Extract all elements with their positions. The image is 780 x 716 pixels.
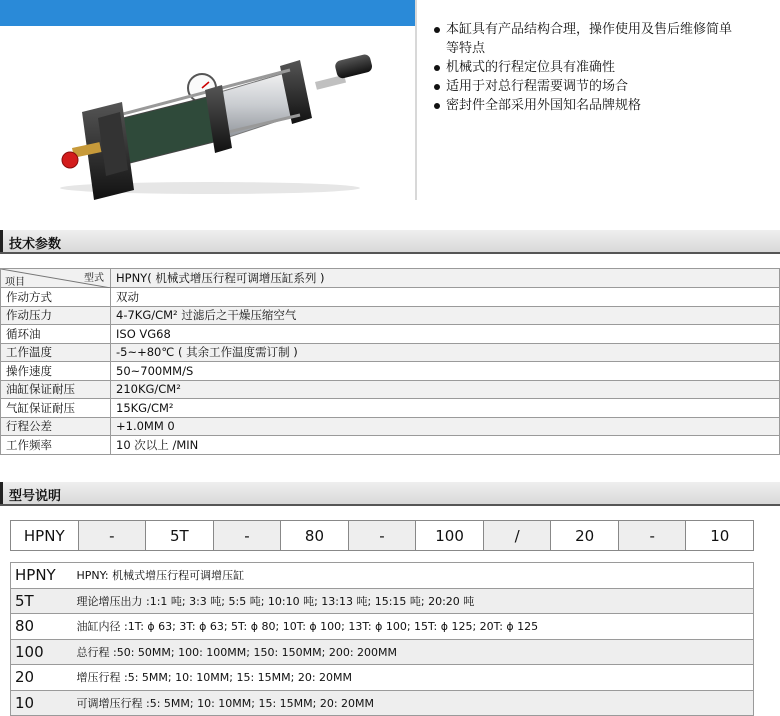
spec-value: ISO VG68 — [111, 325, 780, 344]
spec-value: 15KG/CM² — [111, 399, 780, 418]
legend-row — [11, 563, 754, 589]
bullet-icon — [434, 27, 440, 33]
model-code-part: 10 — [710, 526, 730, 545]
spec-key: 工作频率 — [1, 436, 111, 455]
section-title: 技术参数 — [9, 237, 62, 252]
spec-key: 作动方式 — [1, 288, 111, 307]
spec-diagonal-header — [1, 269, 111, 288]
model-legend-table — [10, 562, 754, 716]
spec-key: 操作速度 — [1, 362, 111, 381]
spec-value: -5~+80℃ ( 其余工作温度需订制 ) — [111, 343, 780, 362]
spec-key: 工作温度 — [1, 343, 111, 362]
legend-row — [11, 665, 754, 691]
spec-row — [1, 362, 780, 381]
legend-desc: 增压行程 :5: 5MM; 10: 10MM; 15: 15MM; 20: 20MM — [75, 665, 754, 691]
hydraulic-cylinder-image — [0, 0, 415, 200]
feature-list — [432, 20, 772, 115]
legend-code: 5T — [11, 588, 75, 614]
feature-item-continuation: 等特点 — [446, 41, 486, 56]
spec-row — [1, 417, 780, 436]
spec-value: 4-7KG/CM² 过滤后之干燥压缩空气 — [111, 306, 780, 325]
legend-row — [11, 588, 754, 614]
spec-table — [0, 268, 780, 455]
spec-value: 10 次以上 /MIN — [111, 436, 780, 455]
legend-row — [11, 639, 754, 665]
feature-item: 密封件全部采用外国知名品牌规格 — [432, 96, 772, 115]
spec-key: 行程公差 — [1, 417, 111, 436]
feature-item: 适用于对总行程需要调节的场合 — [432, 77, 772, 96]
spec-header-row — [1, 269, 780, 288]
bullet-icon — [434, 84, 440, 90]
spec-row — [1, 399, 780, 418]
section-marker — [0, 482, 3, 504]
model-section-header — [0, 482, 780, 506]
photo-divider — [415, 0, 417, 200]
tech-section-header — [0, 230, 780, 254]
legend-desc: 可调增压行程 :5: 5MM; 10: 10MM; 15: 15MM; 20: 20MM — [75, 690, 754, 716]
feature-item: 机械式的行程定位具有准确性 — [432, 58, 772, 77]
legend-row — [11, 614, 754, 640]
legend-code: 20 — [11, 665, 75, 691]
legend-code: 100 — [11, 639, 75, 665]
model-code-row — [10, 520, 754, 551]
model-code-part: 5T — [146, 521, 214, 550]
model-code-part: HPNY — [11, 521, 79, 550]
legend-code: HPNY — [11, 563, 75, 589]
bullet-icon — [434, 103, 440, 109]
spec-row — [1, 288, 780, 307]
model-code-part: 20 — [551, 521, 619, 550]
spec-row — [1, 306, 780, 325]
model-code-separator: - — [214, 521, 282, 550]
spec-value: 双动 — [111, 288, 780, 307]
spec-value: 210KG/CM² — [111, 380, 780, 399]
bullet-icon — [434, 65, 440, 71]
legend-desc: 油缸内径 :1T: ϕ 63; 3T: ϕ 63; 5T: ϕ 80; 10T: ϕ 100; 13T: ϕ 100; 15T: ϕ 125; 20T: ϕ 125 — [75, 614, 754, 640]
spec-row — [1, 325, 780, 344]
model-code-separator: - — [619, 521, 687, 550]
spec-row — [1, 380, 780, 399]
legend-desc: HPNY: 机械式增压行程可调增压缸 — [75, 563, 754, 589]
spec-key: 油缸保证耐压 — [1, 380, 111, 399]
model-code-separator: / — [484, 521, 552, 550]
model-code-separator: - — [349, 521, 417, 550]
product-photo — [0, 0, 415, 200]
spec-value: 50~700MM/S — [111, 362, 780, 381]
model-code-part: 100 — [416, 521, 484, 550]
section-title: 型号说明 — [9, 489, 62, 504]
model-code-separator: - — [79, 521, 147, 550]
legend-code: 80 — [11, 614, 75, 640]
section-marker — [0, 230, 3, 252]
legend-desc: 理论增压出力 :1:1 吨; 3:3 吨; 5:5 吨; 10:10 吨; 13:13 吨; 15:15 吨; 20:20 吨 — [75, 588, 754, 614]
legend-desc: 总行程 :50: 50MM; 100: 100MM; 150: 150MM; 200: 200MM — [75, 639, 754, 665]
spec-value: +1.0MM 0 — [111, 417, 780, 436]
spec-key: 气缸保证耐压 — [1, 399, 111, 418]
spec-header-value: HPNY( 机械式增压行程可调增压缸系列 ) — [111, 269, 780, 288]
spec-key: 循环油 — [1, 325, 111, 344]
header-item-label: 项目 — [5, 277, 25, 288]
spec-key: 作动压力 — [1, 306, 111, 325]
spec-row — [1, 343, 780, 362]
spec-row — [1, 436, 780, 455]
feature-item: 本缸具有产品结构合理，操作使用及售后维修简单 — [432, 20, 772, 39]
header-type-label: 型式 — [84, 273, 104, 284]
model-code-part: 80 — [281, 521, 349, 550]
legend-code: 10 — [11, 690, 75, 716]
legend-row — [11, 690, 754, 716]
